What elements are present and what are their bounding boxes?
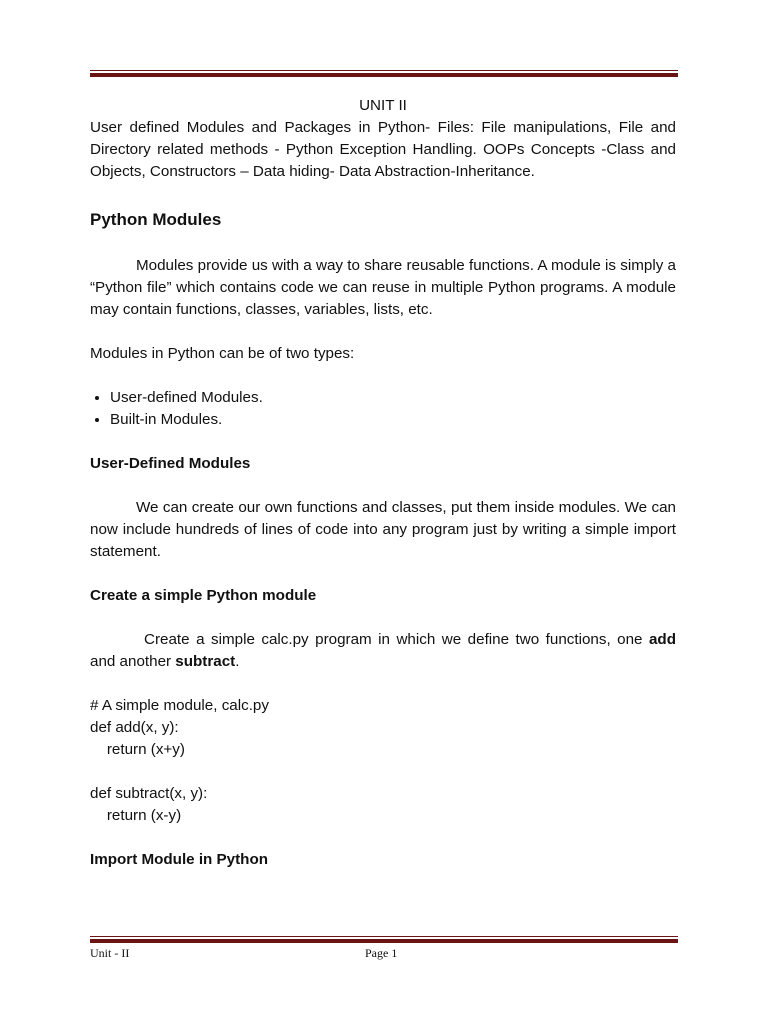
- code-block: [90, 695, 676, 827]
- header-rule: [90, 70, 678, 77]
- types-line: Modules in Python can be of two types:: [90, 345, 355, 362]
- list-item: • Built-in Modules.: [110, 409, 676, 431]
- page-content: [90, 95, 676, 871]
- code-line: return (x+y): [90, 741, 185, 758]
- footer-page-number: Page 1: [365, 946, 398, 960]
- code-line: # A simple module, calc.py: [90, 697, 269, 714]
- import-module-heading: Import Module in Python: [90, 851, 269, 868]
- section-heading: Python Modules: [90, 210, 222, 229]
- create-text-end: .: [235, 653, 240, 670]
- create-text-mid: and another: [90, 653, 176, 670]
- code-line: [90, 761, 676, 783]
- unit-title: UNIT II: [359, 97, 407, 114]
- create-text-start: Create a simple calc.py program in which we define two functions, one: [144, 631, 649, 648]
- create-module-heading: Create a simple Python module: [90, 587, 317, 604]
- user-defined-heading: User-Defined Modules: [90, 455, 251, 472]
- module-types-list: [90, 387, 676, 431]
- intro-paragraph: User defined Modules and Packages in Python- Files: File manipulations, File and Directory related methods - Python Exception Handling. OOPs Concepts -Class and Objects, Constructors – Data hiding- Data Abstraction-Inheritance.: [90, 119, 676, 180]
- code-line: return (x-y): [90, 807, 182, 824]
- create-module-paragraph: [90, 629, 676, 673]
- code-line: def subtract(x, y):: [90, 785, 208, 802]
- footer-unit-label: Unit - II: [90, 946, 130, 960]
- subtract-keyword: subtract: [175, 653, 236, 670]
- modules-paragraph: Modules provide us with a way to share reusable functions. A module is simply a “Python file” which contains code we can reuse in multiple Python programs. A module may contain functions, classes, variables, lists, etc.: [90, 257, 676, 318]
- footer-rule: [90, 936, 678, 943]
- user-defined-paragraph: We can create our own functions and classes, put them inside modules. We can now include hundreds of lines of code into any program just by writing a simple import statement.: [90, 499, 676, 560]
- add-keyword: add: [648, 631, 676, 648]
- list-item: • User-defined Modules.: [110, 387, 676, 409]
- code-line: def add(x, y):: [90, 719, 179, 736]
